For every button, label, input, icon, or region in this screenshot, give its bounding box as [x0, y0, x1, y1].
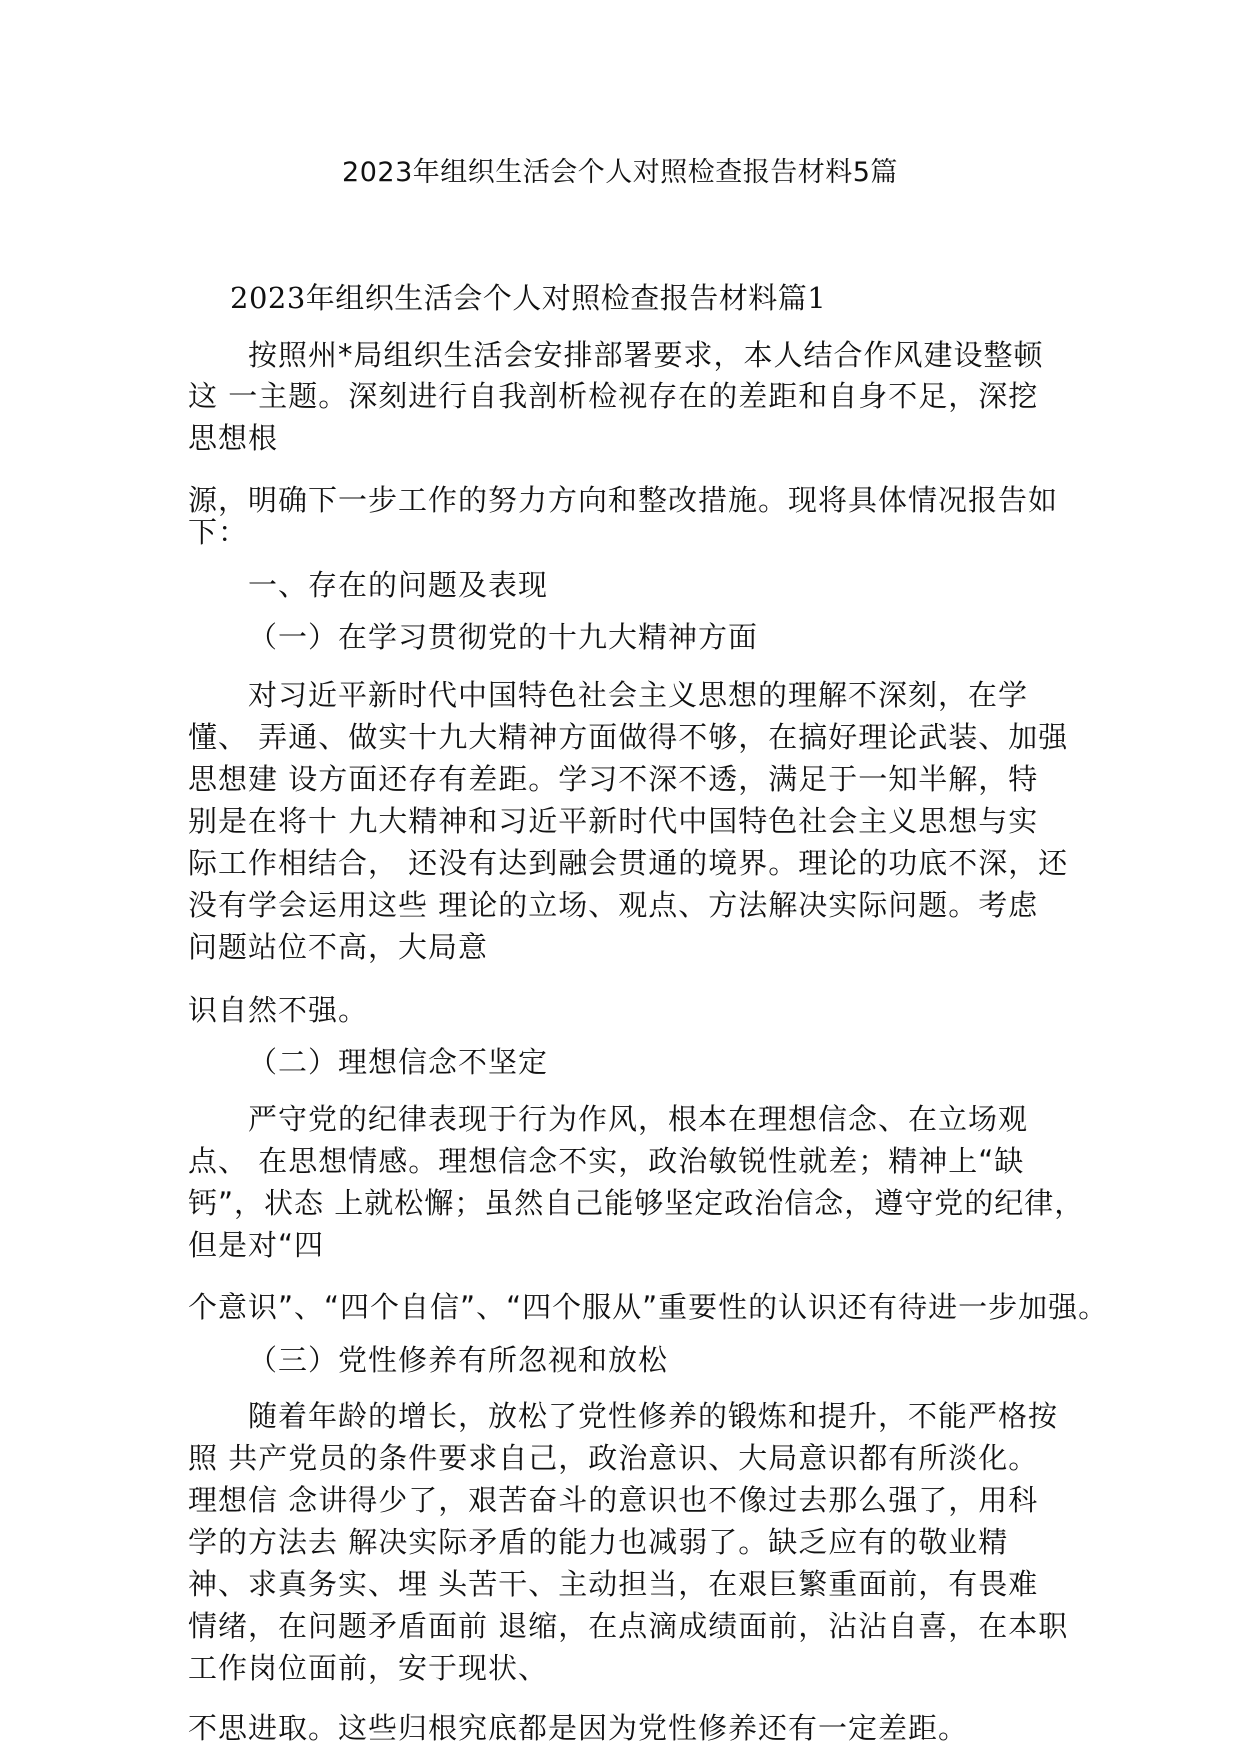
paragraph-line: 没有学会运用这些 理论的立场、观点、方法解决实际问题。考虑	[188, 888, 1039, 922]
paragraph-line: 严守党的纪律表现于行为作风，根本在理想信念、在立场观	[248, 1102, 1029, 1136]
paragraph-line: 点、 在思想情感。理想信念不实，政治敏锐性就差；精神上“缺	[188, 1144, 1025, 1178]
paragraph-line: 个意识”、“四个自信”、“四个服从”重要性的认识还有待进一步加强。	[188, 1290, 1109, 1324]
paragraph-line: 源，明确下一步工作的努力方向和整改措施。现将具体情况报告如	[188, 483, 1059, 517]
section-heading: 一、存在的问题及表现	[248, 568, 549, 602]
paragraph-line: 懂、 弄通、做实十九大精神方面做得不够，在搞好理论武装、加强	[188, 720, 1069, 754]
section-subtitle: 2023年组织生活会个人对照检查报告材料篇1	[230, 281, 827, 315]
document-title: 2023年组织生活会个人对照检查报告材料5篇	[342, 157, 898, 188]
paragraph-line: 这 一主题。深刻进行自我剖析检视存在的差距和自身不足，深挖	[188, 379, 1039, 413]
paragraph-line: 学的方法去 解决实际矛盾的能力也减弱了。缺乏应有的敬业精	[188, 1525, 1009, 1559]
paragraph-line: 别是在将十 九大精神和习近平新时代中国特色社会主义思想与实	[188, 804, 1039, 838]
paragraph-line: 情绪，在问题矛盾面前 退缩，在点滴成绩面前，沾沾自喜，在本职	[188, 1609, 1069, 1643]
paragraph-line: 工作岗位面前，安于现状、	[188, 1651, 549, 1685]
paragraph-line: 理想信 念讲得少了，艰苦奋斗的意识也不像过去那么强了，用科	[188, 1483, 1039, 1517]
paragraph-line: 问题站位不高，大局意	[188, 930, 489, 964]
subsection-heading: （三）党性修养有所忽视和放松	[248, 1343, 669, 1377]
paragraph-line: 际工作相结合， 还没有达到融会贯通的境界。理论的功底不深，还	[188, 846, 1069, 880]
paragraph-line: 识自然不强。	[188, 993, 369, 1027]
subsection-heading: （二）理想信念不坚定	[248, 1045, 549, 1079]
paragraph-line: 但是对“四	[188, 1228, 325, 1262]
paragraph-line: 照 共产党员的条件要求自己，政治意识、大局意识都有所淡化。	[188, 1441, 1039, 1475]
paragraph-line: 随着年龄的增长，放松了党性修养的锻炼和提升，不能严格按	[248, 1399, 1059, 1433]
paragraph-line: 思想建 设方面还存有差距。学习不深不透，满足于一知半解，特	[188, 762, 1039, 796]
paragraph-line: 思想根	[188, 421, 279, 455]
subsection-heading: （一）在学习贯彻党的十九大精神方面	[248, 620, 759, 654]
paragraph-line: 不思进取。这些归根究底都是因为党性修养还有一定差距。	[188, 1711, 969, 1745]
paragraph-line: 按照州*局组织生活会安排部署要求，本人结合作风建设整顿	[248, 338, 1044, 372]
paragraph-line: 下：	[188, 515, 249, 549]
paragraph-line: 对习近平新时代中国特色社会主义思想的理解不深刻，在学	[248, 678, 1029, 712]
paragraph-line: 神、求真务实、埋 头苦干、主动担当，在艰巨繁重面前，有畏难	[188, 1567, 1039, 1601]
paragraph-line: 钙”，状态 上就松懈；虽然自己能够坚定政治信念，遵守党的纪律，	[188, 1186, 1085, 1220]
